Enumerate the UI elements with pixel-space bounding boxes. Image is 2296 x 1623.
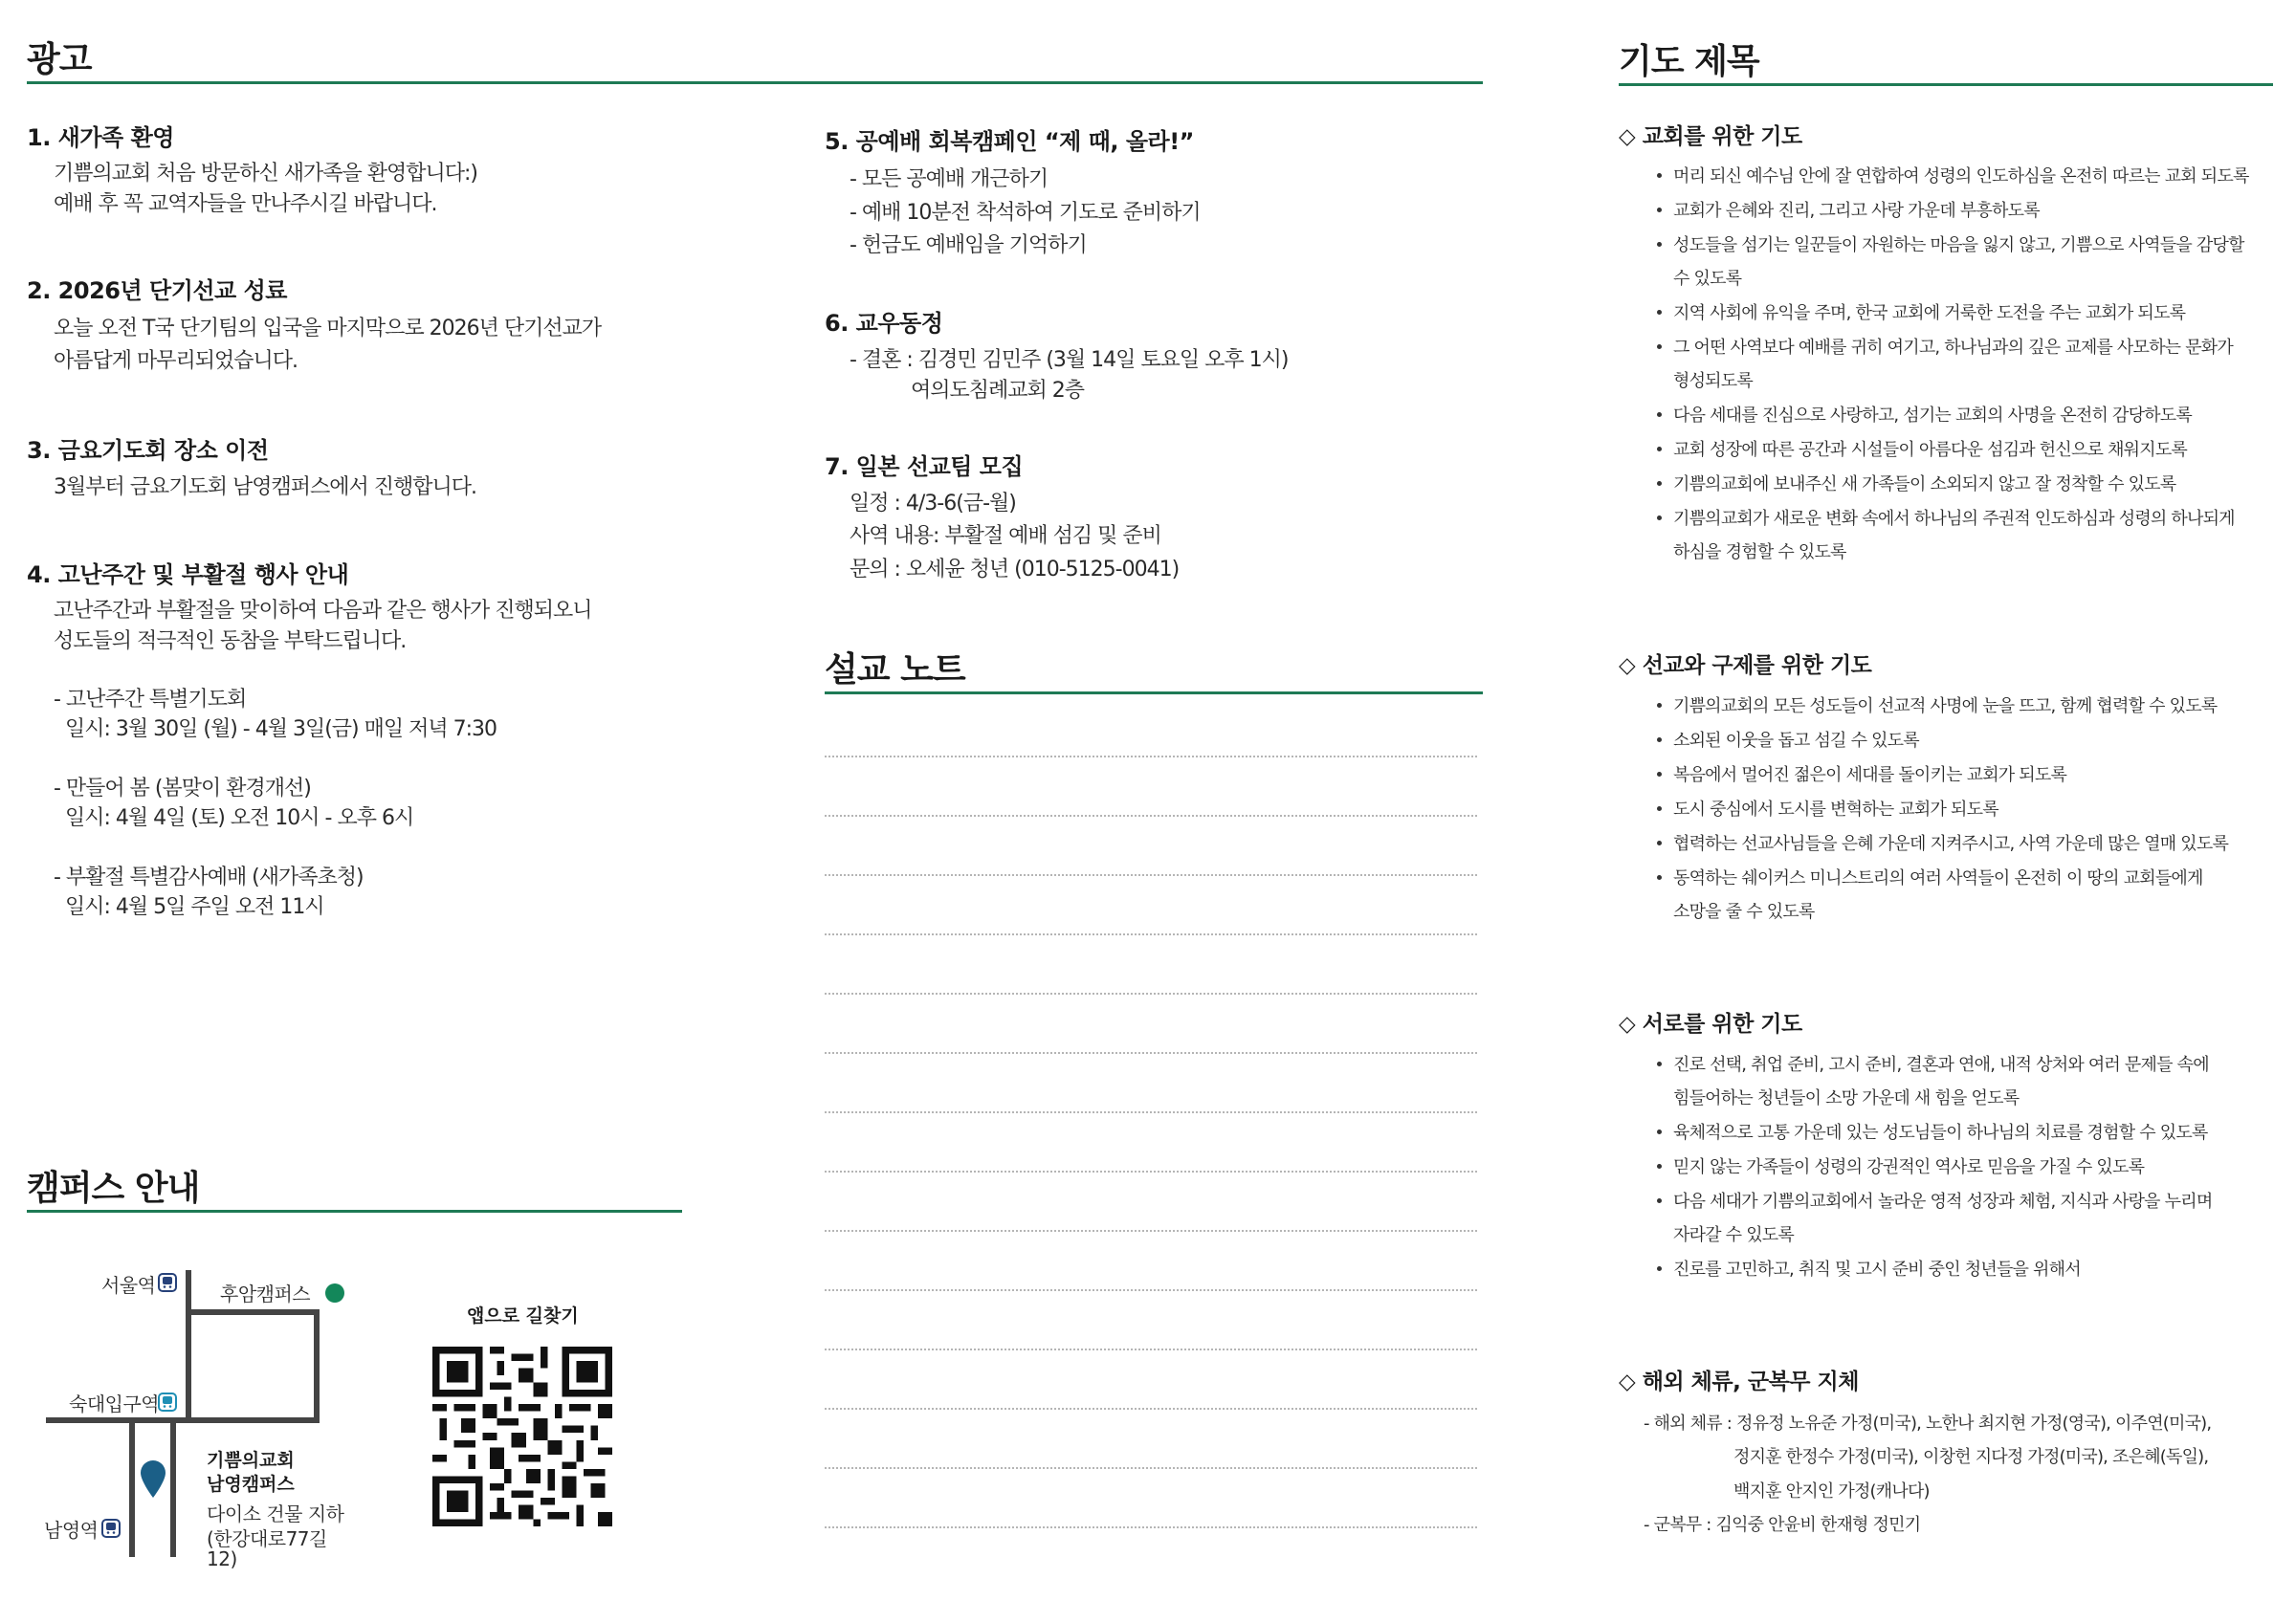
map-church-name: 기쁨의교회 (207, 1450, 295, 1471)
ad-item-6-line: - 결혼 : 김경민 김민주 (3월 14일 토요일 오후 1시) (850, 348, 1289, 372)
ad-item-1-heading: 1. 새가족 환영 (27, 124, 174, 151)
ad-item-4-heading: 4. 고난주간 및 부활절 행사 안내 (27, 561, 349, 588)
ad-item-6-line: 여의도침례교회 2층 (911, 379, 1085, 403)
ad-item-4-line: - 고난주간 특별기도회 (54, 688, 247, 712)
map-label-huam-campus: 후암캠퍼스 (220, 1283, 311, 1305)
prayer-item: 기쁨의교회가 새로운 변화 속에서 하나님의 주권적 인도하심과 성령의 하나되게 (1673, 509, 2235, 529)
prayer-item: 지역 사회에 유익을 주며, 한국 교회에 거룩한 도전을 주는 교회가 되도록 (1673, 303, 2186, 323)
bullet-dot (1657, 515, 1662, 520)
prayer-item: 믿지 않는 가족들이 성령의 강권적인 역사로 믿음을 가질 수 있도록 (1673, 1157, 2145, 1177)
prayer-item: 성도들을 섬기는 일꾼들이 자원하는 마음을 잃지 않고, 기쁨으로 사역들을 감당할 (1673, 235, 2244, 255)
prayer-item: 머리 되신 예수님 안에 잘 연합하여 성령의 인도하심을 온전히 따르는 교회 되도록 (1673, 166, 2249, 186)
map-address-line: 12) (207, 1547, 237, 1570)
note-line (825, 1408, 1477, 1410)
prayer-item: 도시 중심에서 도시를 변혁하는 교회가 되도록 (1673, 800, 1998, 820)
map-label-seoul-station: 서울역 (101, 1274, 156, 1297)
ad-item-7-line: 일정 : 4/3-6(금-월) (850, 492, 1016, 515)
sermon-notes-title: 설교 노트 (825, 650, 965, 690)
note-line (825, 1526, 1477, 1528)
prayer-item: 기쁨의교회에 보내주신 새 가족들이 소외되지 않고 잘 정착할 수 있도록 (1673, 474, 2176, 494)
prayer-section-heading: ◇ 선교와 구제를 위한 기도 (1619, 653, 1872, 678)
map-label-sookdae-station: 숙대입구역 (69, 1393, 160, 1415)
ad-item-4-line: 일시: 4월 4일 (토) 오전 10시 - 오후 6시 (54, 806, 414, 830)
note-line (825, 1171, 1477, 1173)
ad-item-7-line: 사역 내용: 부활절 예배 섬김 및 준비 (850, 524, 1161, 548)
subway-station-icon (158, 1273, 177, 1292)
bullet-dot (1657, 481, 1662, 486)
bullet-dot (1657, 447, 1662, 451)
bullet-dot (1657, 875, 1662, 880)
prayer-section-heading: ◇ 교회를 위한 기도 (1619, 124, 1802, 149)
ads-title: 광고 (27, 40, 92, 79)
ad-item-6-heading: 6. 교우동정 (825, 310, 943, 337)
map-campus-name: 남영캠퍼스 (207, 1474, 295, 1495)
overseas-members-line: - 해외 체류 : 정유정 노유준 가정(미국), 노한나 최지현 가정(영국), 이주연(미국), (1644, 1414, 2212, 1434)
prayer-item-cont: 수 있도록 (1673, 269, 1742, 289)
note-line (825, 756, 1477, 757)
map-road (186, 1309, 320, 1315)
prayer-item-cont: 형성되도록 (1673, 371, 1753, 391)
prayer-item: 그 어떤 사역보다 예배를 귀히 여기고, 하나님과의 깊은 교제를 사모하는 문화가 (1673, 338, 2233, 358)
prayer-item: 동역하는 쉐이커스 미니스트리의 여러 사역들이 온전히 이 땅의 교회들에게 (1673, 868, 2203, 888)
prayer-item-cont: 하심을 경험할 수 있도록 (1673, 542, 1846, 562)
bullet-dot (1657, 208, 1662, 212)
bullet-dot (1657, 806, 1662, 811)
bullet-dot (1657, 841, 1662, 845)
ads-title-rule (27, 81, 1483, 84)
prayer-section-heading: ◇ 서로를 위한 기도 (1619, 1012, 1802, 1037)
prayer-title: 기도 제목 (1619, 42, 1759, 81)
location-pin-icon (139, 1459, 167, 1499)
ad-item-2-line: 아름답게 마무리되었습니다. (54, 349, 298, 373)
note-line (825, 1349, 1477, 1350)
prayer-item: 소외된 이웃을 돕고 섬길 수 있도록 (1673, 731, 1919, 751)
note-line (825, 993, 1477, 995)
prayer-item: 진로 선택, 취업 준비, 고시 준비, 결혼과 연애, 내적 상처와 여러 문제들 속에 (1673, 1055, 2209, 1075)
bullet-dot (1657, 1266, 1662, 1271)
bullet-dot (1657, 173, 1662, 178)
overseas-members-line: 정지훈 한정수 가정(미국), 이창헌 지다정 가정(미국), 조은혜(독일), (1733, 1447, 2209, 1467)
sermon-notes-rule (825, 691, 1483, 694)
prayer-item: 교회 성장에 따른 공간과 시설들이 아름다운 섬김과 헌신으로 채워지도록 (1673, 440, 2188, 460)
ad-item-4-line: 일시: 4월 5일 주일 오전 11시 (54, 895, 324, 919)
overseas-members-line: 백지훈 안지인 가정(캐나다) (1733, 1481, 1930, 1502)
qr-code-icon[interactable] (432, 1347, 612, 1526)
bullet-dot (1657, 1198, 1662, 1203)
subway-station-icon (101, 1519, 121, 1538)
prayer-item-cont: 자라갈 수 있도록 (1673, 1225, 1794, 1245)
campus-guide-title: 캠퍼스 안내 (27, 1169, 200, 1208)
prayer-item: 진로를 고민하고, 취직 및 고시 준비 중인 청년들을 위해서 (1673, 1260, 2081, 1280)
campus-guide-rule (27, 1210, 682, 1213)
ad-item-1-line: 기쁨의교회 처음 방문하신 새가족을 환영합니다:) (54, 162, 478, 186)
map-road (314, 1309, 320, 1423)
ad-item-5-line: - 예배 10분전 착석하여 기도로 준비하기 (850, 201, 1201, 225)
prayer-item: 다음 세대를 진심으로 사랑하고, 섬기는 교회의 사명을 온전히 감당하도록 (1673, 406, 2192, 426)
ad-item-3-line: 3월부터 금요기도회 남영캠퍼스에서 진행합니다. (54, 475, 477, 499)
note-line (825, 1052, 1477, 1054)
prayer-item: 다음 세대가 기쁨의교회에서 놀라운 영적 성장과 체험, 지식과 사랑을 누리며 (1673, 1192, 2213, 1212)
prayer-title-rule (1619, 83, 2273, 86)
note-line (825, 874, 1477, 876)
bullet-dot (1657, 772, 1662, 777)
prayer-item: 육체적으로 고통 가운데 있는 성도님들이 하나님의 치료를 경험할 수 있도록 (1673, 1123, 2208, 1143)
ad-item-3-heading: 3. 금요기도회 장소 이전 (27, 437, 269, 464)
bullet-dot (1657, 412, 1662, 417)
ad-item-2-line: 오늘 오전 T국 단기팀의 입국을 마지막으로 2026년 단기선교가 (54, 317, 602, 340)
ad-item-4-line: - 만들어 봄 (봄맞이 환경개선) (54, 777, 311, 801)
subway-station-icon (158, 1393, 177, 1412)
map-label-namyoung-station: 남영역 (44, 1519, 99, 1542)
ad-item-4-line: 고난주간과 부활절을 맞이하여 다음과 같은 행사가 진행되오니 (54, 599, 592, 623)
bullet-dot (1657, 737, 1662, 742)
note-line (825, 1467, 1477, 1469)
ad-item-4-line: - 부활절 특별감사예배 (새가족초청) (54, 866, 364, 889)
map-address-line: (한강대로77길 (207, 1527, 327, 1550)
ad-item-2-heading: 2. 2026년 단기선교 성료 (27, 277, 287, 304)
note-line (825, 815, 1477, 817)
map-road (129, 1417, 135, 1557)
bullet-dot (1657, 1164, 1662, 1169)
note-line (825, 1230, 1477, 1232)
prayer-item: 교회가 은혜와 진리, 그리고 사랑 가운데 부흥하도록 (1673, 201, 2040, 221)
huam-campus-marker-icon (325, 1283, 344, 1303)
prayer-item: 기쁨의교회의 모든 성도들이 선교적 사명에 눈을 뜨고, 함께 협력할 수 있도록 (1673, 696, 2218, 716)
prayer-item-cont: 소망을 줄 수 있도록 (1673, 902, 1815, 922)
note-line (825, 933, 1477, 935)
prayer-item-cont: 힘들어하는 청년들이 소망 가운데 새 힘을 얻도록 (1673, 1088, 2020, 1108)
military-members-line: - 군복무 : 김익중 안윤비 한재형 정민기 (1644, 1515, 1921, 1535)
map-road (186, 1270, 191, 1423)
ad-item-4-line: 일시: 3월 30일 (월) - 4월 3일(금) 매일 저녁 7:30 (54, 717, 497, 741)
map-road (46, 1417, 320, 1423)
ad-item-7-line: 문의 : 오세윤 청년 (010-5125-0041) (850, 558, 1180, 581)
bullet-dot (1657, 310, 1662, 315)
bullet-dot (1657, 1130, 1662, 1134)
note-line (825, 1111, 1477, 1113)
bullet-dot (1657, 703, 1662, 708)
ad-item-5-line: - 헌금도 예배임을 기억하기 (850, 233, 1087, 257)
bullet-dot (1657, 344, 1662, 349)
map-address-line: 다이소 건물 지하 (207, 1502, 344, 1525)
ad-item-1-line: 예배 후 꼭 교역자들을 만나주시길 바랍니다. (54, 192, 437, 216)
prayer-item: 협력하는 선교사님들을 은혜 가운데 지켜주시고, 사역 가운데 많은 열매 있도록 (1673, 834, 2229, 854)
prayer-item: 복음에서 멀어진 젊은이 세대를 돌이키는 교회가 되도록 (1673, 765, 2067, 785)
note-line (825, 1289, 1477, 1291)
bullet-dot (1657, 1062, 1662, 1066)
ad-item-5-heading: 5. 공예배 회복캠페인 “제 때, 올라!” (825, 128, 1194, 155)
bullet-dot (1657, 242, 1662, 247)
qr-code-label: 앱으로 길찾기 (467, 1305, 579, 1327)
prayer-section-heading: ◇ 해외 체류, 군복무 지체 (1619, 1370, 1859, 1394)
map-road (170, 1417, 176, 1557)
ad-item-5-line: - 모든 공예배 개근하기 (850, 167, 1049, 191)
ad-item-4-line: 성도들의 적극적인 동참을 부탁드립니다. (54, 629, 407, 653)
ad-item-7-heading: 7. 일본 선교팀 모집 (825, 453, 1024, 480)
